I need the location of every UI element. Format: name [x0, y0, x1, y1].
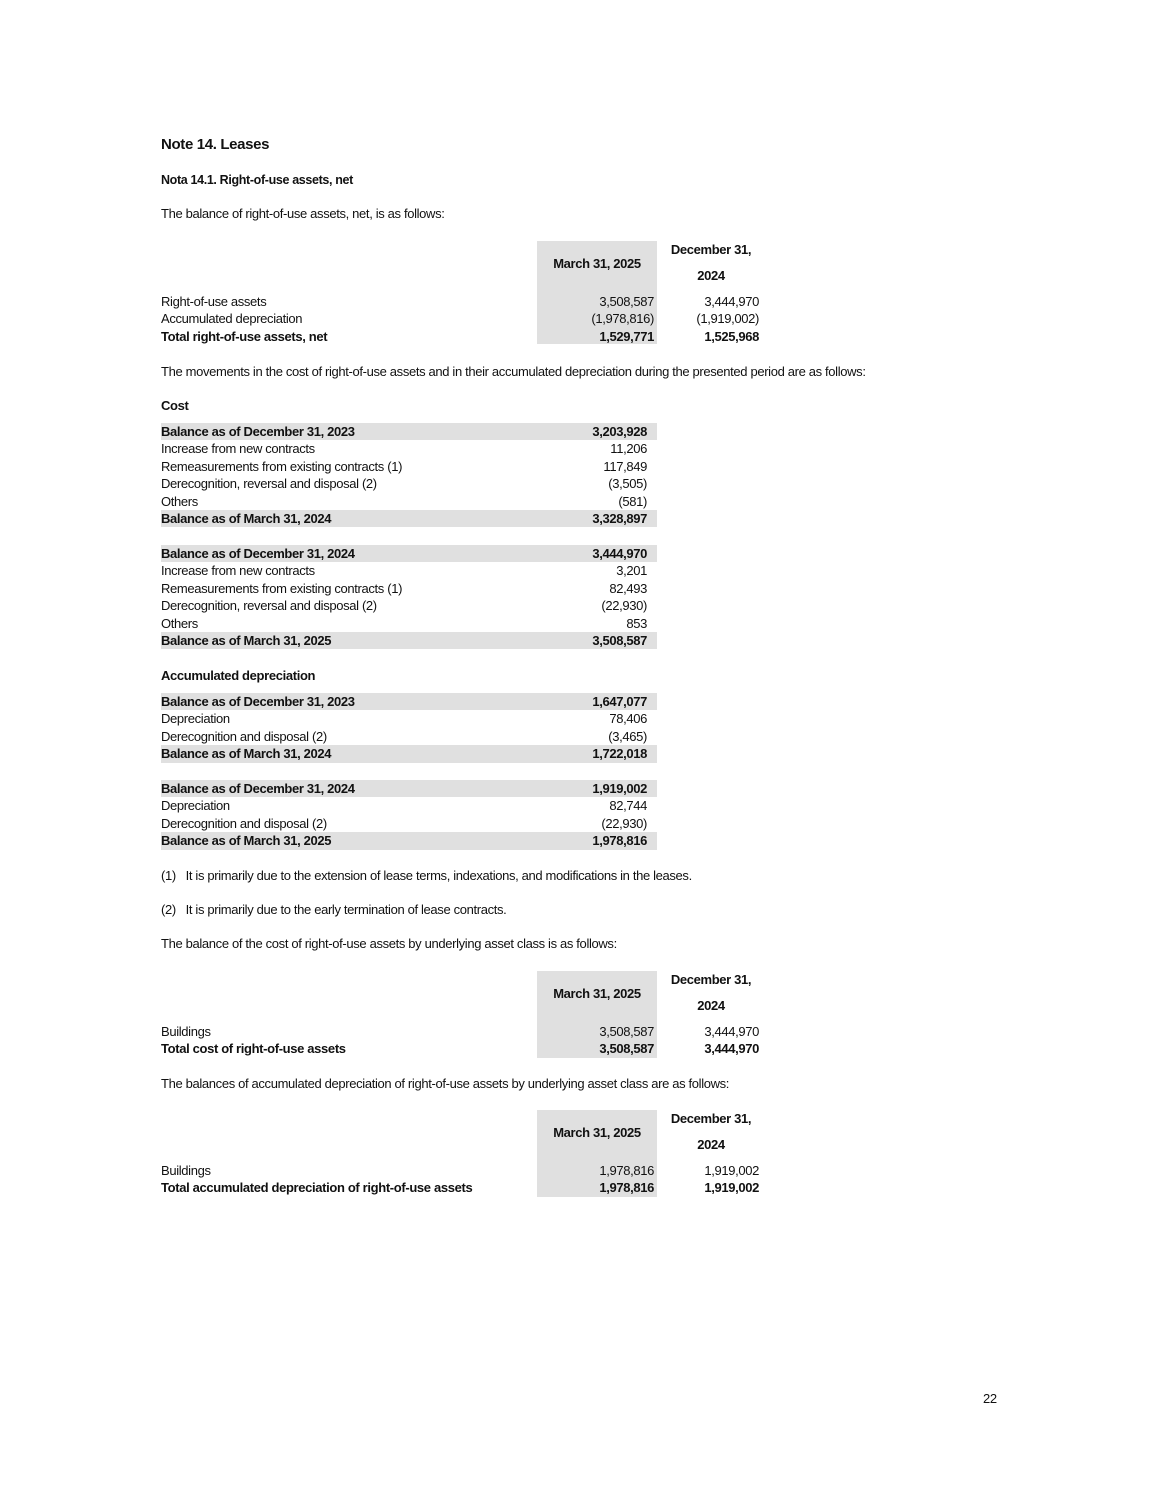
column-header-prior-line2: 2024	[697, 1137, 725, 1152]
footnote-text: It is primarily due to the early termination of lease contracts.	[185, 902, 507, 917]
row-label: Depreciation	[161, 798, 230, 814]
row-value: (22,930)	[601, 598, 647, 614]
row-value: 3,203,928	[592, 424, 647, 439]
row-value: 117,849	[603, 458, 647, 474]
table-row	[161, 310, 761, 327]
row-label: Increase from new contracts	[161, 441, 315, 457]
row-label: Balance as of December 31, 2024	[161, 781, 355, 796]
row-label: Remeasurements from existing contracts (1)	[161, 458, 403, 474]
row-value: 82,744	[609, 798, 647, 814]
row-value-prior: (1,919,002)	[696, 311, 759, 327]
cost-heading: Cost	[161, 398, 189, 413]
table-row	[161, 797, 657, 814]
dep-class-table	[161, 1110, 761, 1197]
row-label: Total cost of right-of-use assets	[161, 1041, 346, 1057]
row-value: (581)	[618, 493, 647, 509]
table-row	[161, 510, 657, 527]
table-row	[161, 1040, 761, 1057]
table-row	[161, 545, 657, 562]
row-label: Buildings	[161, 1024, 211, 1039]
row-label: Derecognition and disposal (2)	[161, 728, 327, 744]
row-label: Right-of-use assets	[161, 294, 267, 309]
row-value: 82,493	[609, 580, 647, 596]
table-row	[161, 328, 761, 345]
row-label: Buildings	[161, 1163, 211, 1178]
table-row	[161, 440, 657, 457]
row-value: 1,647,077	[592, 694, 647, 709]
row-label: Increase from new contracts	[161, 563, 315, 579]
row-value: 1,919,002	[592, 781, 647, 796]
table-row	[161, 615, 657, 632]
column-header-prior-line2: 2024	[697, 268, 725, 283]
footnote-2	[161, 902, 506, 917]
row-value: 1,978,816	[592, 833, 647, 849]
table-row	[161, 632, 657, 649]
cost-block-2	[161, 545, 657, 649]
row-value-current: (1,978,816)	[591, 311, 654, 327]
row-label: Balance as of March 31, 2025	[161, 833, 332, 849]
row-value-current: 1,529,771	[599, 328, 654, 344]
depreciation-block-1	[161, 693, 657, 763]
cost-block-1	[161, 423, 657, 527]
section-subtitle: Nota 14.1. Right-of-use assets, net	[161, 173, 353, 187]
row-label: Derecognition, reversal and disposal (2)	[161, 476, 377, 492]
table-row	[161, 493, 657, 510]
row-value: 78,406	[609, 711, 647, 727]
page-number: 22	[983, 1391, 997, 1406]
row-value-prior: 1,525,968	[704, 328, 759, 344]
row-label: Total right-of-use assets, net	[161, 328, 328, 344]
row-label: Balance as of December 31, 2023	[161, 694, 355, 709]
net-assets-table	[161, 241, 761, 344]
note-title: Note 14. Leases	[161, 136, 270, 153]
intro-text: The balance of right-of-use assets, net, is as follows:	[161, 206, 445, 221]
row-label: Derecognition and disposal (2)	[161, 815, 327, 831]
table-row	[161, 728, 657, 745]
column-header-prior-line1: December 31,	[670, 242, 752, 257]
table-row	[161, 1179, 761, 1196]
table-row	[161, 1162, 761, 1179]
table-row	[161, 475, 657, 492]
row-value: 3,201	[616, 563, 647, 579]
row-label: Balance as of December 31, 2024	[161, 546, 355, 561]
row-label: Balance as of December 31, 2023	[161, 424, 355, 439]
row-label: Derecognition, reversal and disposal (2)	[161, 598, 377, 614]
row-label: Balance as of March 31, 2024	[161, 510, 332, 526]
row-label: Others	[161, 493, 198, 509]
row-value-current: 3,508,587	[599, 1024, 654, 1039]
row-label: Balance as of March 31, 2024	[161, 746, 332, 762]
dep-class-intro: The balances of accumulated depreciation of right-of-use assets by underlying asset class are as follows:	[161, 1076, 730, 1091]
row-value-current: 3,508,587	[599, 294, 654, 309]
table-row	[161, 597, 657, 614]
column-header-current: March 31, 2025	[553, 256, 641, 271]
row-value-prior: 1,919,002	[704, 1180, 759, 1196]
row-value: (3,505)	[608, 476, 647, 492]
footnote-text: It is primarily due to the extension of lease terms, indexations, and modifications in the leases.	[185, 868, 692, 883]
row-value: 3,328,897	[592, 510, 647, 526]
row-value-current: 3,508,587	[599, 1041, 654, 1057]
row-value: (3,465)	[608, 728, 647, 744]
footnote-1	[161, 868, 692, 883]
row-value-current: 1,978,816	[599, 1180, 654, 1196]
row-label: Balance as of March 31, 2025	[161, 632, 332, 648]
table-row	[161, 562, 657, 579]
row-value-prior: 3,444,970	[704, 1041, 759, 1057]
table-row	[161, 745, 657, 762]
column-header-current: March 31, 2025	[553, 986, 641, 1001]
table-row	[161, 1023, 761, 1040]
table-row	[161, 815, 657, 832]
row-value: 1,722,018	[592, 746, 647, 762]
row-value-prior: 3,444,970	[704, 1024, 759, 1039]
movements-intro: The movements in the cost of right-of-use assets and in their accumulated depreciation during the presented period are as follows:	[161, 364, 866, 379]
table-row	[161, 458, 657, 475]
footnote-number: (1)	[161, 868, 176, 883]
table-row	[161, 832, 657, 849]
row-value-prior: 1,919,002	[704, 1163, 759, 1178]
row-value: 853	[626, 615, 647, 631]
row-label: Others	[161, 615, 198, 631]
column-header-current: March 31, 2025	[553, 1125, 641, 1140]
depreciation-heading: Accumulated depreciation	[161, 668, 316, 683]
row-label: Depreciation	[161, 711, 230, 727]
row-label: Accumulated depreciation	[161, 311, 303, 327]
row-label: Total accumulated depreciation of right-of-use assets	[161, 1180, 473, 1196]
row-value: 3,508,587	[592, 632, 647, 648]
row-label: Remeasurements from existing contracts (1)	[161, 580, 403, 596]
row-value: (22,930)	[601, 815, 647, 831]
row-value: 11,206	[610, 441, 647, 457]
footnote-number: (2)	[161, 902, 176, 917]
table-row	[161, 293, 761, 310]
table-row	[161, 780, 657, 797]
asset-class-table	[161, 971, 761, 1058]
row-value: 3,444,970	[592, 546, 647, 561]
table-row	[161, 580, 657, 597]
class-intro: The balance of the cost of right-of-use assets by underlying asset class is as follows:	[161, 936, 617, 951]
depreciation-block-2	[161, 780, 657, 850]
column-header-prior-line1: December 31,	[670, 972, 752, 987]
table-row	[161, 710, 657, 727]
row-value-current: 1,978,816	[599, 1163, 654, 1178]
column-header-prior-line1: December 31,	[670, 1111, 752, 1126]
row-value-prior: 3,444,970	[704, 294, 759, 309]
table-row	[161, 693, 657, 710]
column-header-prior-line2: 2024	[697, 998, 725, 1013]
table-row	[161, 423, 657, 440]
